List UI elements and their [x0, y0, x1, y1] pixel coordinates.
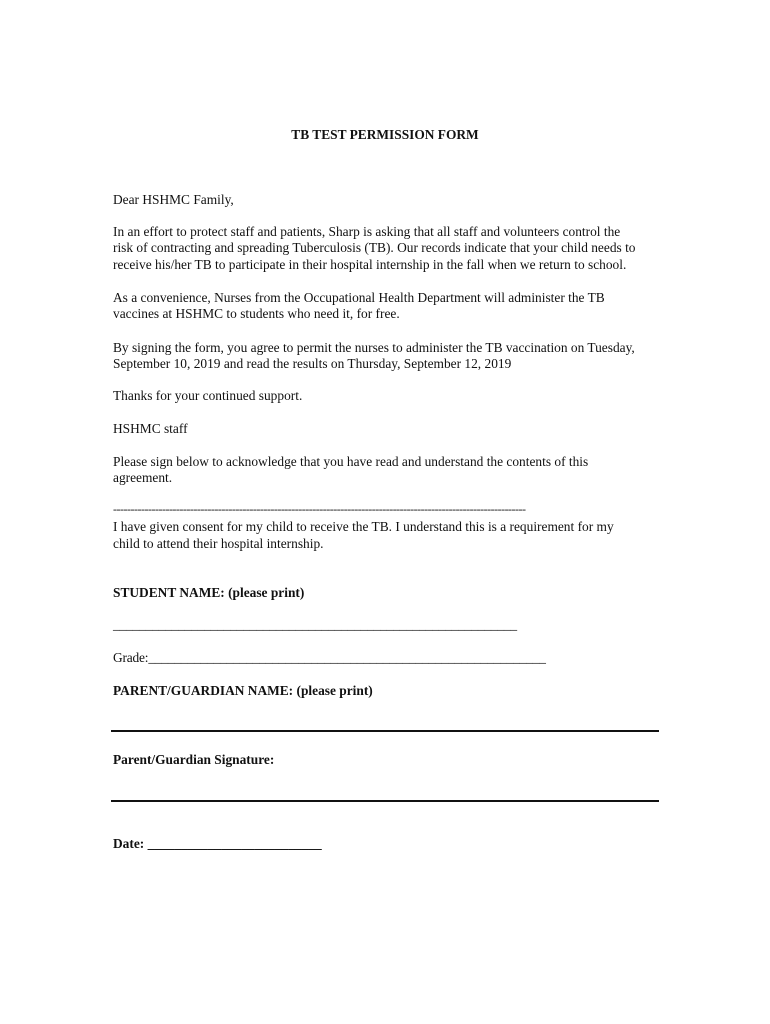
signature-field-line[interactable] [111, 800, 659, 802]
parent-name-field-line[interactable] [111, 730, 659, 732]
grade-field[interactable] [113, 650, 546, 667]
thanks-line: Thanks for your continued support. [113, 388, 303, 403]
consent-line-1: I have given consent for my child to receive the TB. I understand this is a requirement for my [113, 519, 614, 534]
student-name-field[interactable]: ______________________________________________________________ [113, 617, 517, 632]
date-field[interactable] [113, 836, 322, 853]
grade-label: Grade: [113, 650, 149, 665]
dashed-separator: ---------------------------------------------------------------------------------------------------------------------- [113, 502, 526, 516]
signoff-line: HSHMC staff [113, 421, 188, 436]
parent-name-label: PARENT/GUARDIAN NAME: (please print) [113, 683, 373, 698]
date-label: Date: [113, 836, 145, 851]
paragraph-1-line-3: receive his/her TB to participate in their hospital internship in the fall when we return to school. [113, 257, 627, 272]
paragraph-1-line-1: In an effort to protect staff and patients, Sharp is asking that all staff and volunteers control the [113, 224, 621, 239]
student-name-label: STUDENT NAME: (please print) [113, 585, 305, 600]
salutation: Dear HSHMC Family, [113, 192, 234, 207]
paragraph-2-line-2: vaccines at HSHMC to students who need it, for free. [113, 306, 400, 321]
grade-line: _____________________________________________________________ [148, 650, 546, 665]
paragraph-3-line-1: By signing the form, you agree to permit the nurses to administer the TB vaccination on Tuesday, [113, 340, 635, 355]
paragraph-3-line-2: September 10, 2019 and read the results on Thursday, September 12, 2019 [113, 356, 512, 371]
paragraph-4-line-2: agreement. [113, 470, 173, 485]
date-line: __________________________ [147, 836, 322, 851]
paragraph-2-line-1: As a convenience, Nurses from the Occupational Health Department will administer the TB [113, 290, 605, 305]
consent-line-2: child to attend their hospital internship. [113, 536, 324, 551]
form-title: TB TEST PERMISSION FORM [291, 127, 479, 142]
signature-label: Parent/Guardian Signature: [113, 752, 275, 767]
paragraph-1-line-2: risk of contracting and spreading Tuberculosis (TB). Our records indicate that your child needs to [113, 240, 636, 255]
paragraph-4-line-1: Please sign below to acknowledge that you have read and understand the contents of this [113, 454, 589, 469]
